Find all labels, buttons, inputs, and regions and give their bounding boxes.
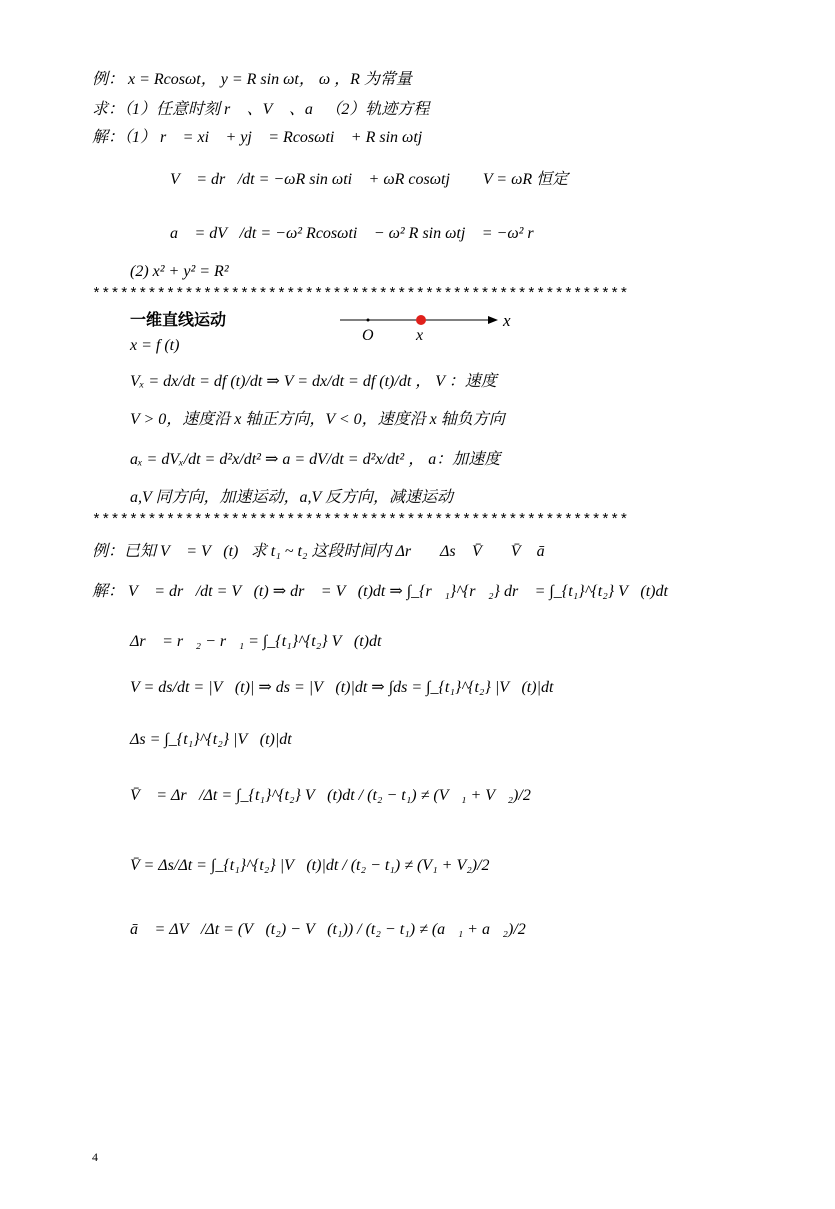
velocity-equation: V⃗ = dr⃗/dt = −ωR sin ωti⃗ + ωR cosωtj⃗ ， V = ωR 恒定 <box>170 171 569 188</box>
axis-arrow-icon <box>488 316 498 324</box>
number-line-diagram <box>338 308 538 348</box>
position-point-icon <box>416 315 426 325</box>
acceleration-definition: aₓ = dVₓ/dt = d²x/dt² ⇒ a = dV/dt = d²x/dt² ， a：加速度 <box>130 451 501 468</box>
average-acceleration-equation: ā⃗ = ΔV⃗/Δt = (V⃗(t₂) − V⃗(t₁)) / (t₂ − t₁) ≠ (a⃗₁ + a⃗₂)/2 <box>130 921 526 938</box>
example-1-line: 例： x = Rcosωt， y = R sin ωt， ω ，R 为常量 <box>92 71 412 88</box>
speed-equation: V = ds/dt = |V⃗(t)| ⇒ ds = |V⃗(t)|dt ⇒ ∫ds = ∫_{t₁}^{t₂} |V⃗(t)|dt <box>130 679 554 696</box>
question-1-line: 求：（1）任意时刻 r⃗ 、V⃗ 、a⃗（2）轨迹方程 <box>92 101 430 118</box>
acceleration-equation: a⃗ = dV⃗/dt = −ω² Rcosωti⃗ − ω² R sin ωtj⃗ = −ω² r⃗ <box>170 225 547 242</box>
origin-tick <box>367 319 370 322</box>
velocity-direction-note: V > 0，速度沿 x 轴正方向，V < 0，速度沿 x 轴负方向 <box>130 411 505 428</box>
velocity-definition: Vₓ = dx/dt = df (t)/dt ⇒ V = dx/dt = df (t)/dt ， V ：速度 <box>130 373 497 390</box>
displacement-equation: Δr⃗ = r⃗₂ − r⃗₁ = ∫_{t₁}^{t₂} V⃗(t)dt <box>130 633 382 650</box>
origin-label: O <box>362 327 374 344</box>
section-title-1d-motion: 一维直线运动 <box>130 310 227 329</box>
path-length-equation: Δs = ∫_{t₁}^{t₂} |V⃗(t)|dt <box>130 731 292 748</box>
divider-2: ********************************************************** <box>92 512 629 529</box>
point-label: x <box>416 327 424 344</box>
example-2-line: 例：已知 V⃗ = V⃗(t)，求 t₁ ~ t₂ 这段时间内 Δr⃗ ，Δs ，V̄⃗ ，V̄ ，ā⃗ <box>92 543 558 560</box>
axis-label: x <box>503 311 511 330</box>
divider-1: ********************************************************** <box>92 286 629 303</box>
page-number: 4 <box>92 1150 98 1164</box>
acceleration-direction-note: a,V 同方向，加速运动，a,V 反方向，减速运动 <box>130 489 453 506</box>
solution-2-line: 解： V⃗ = dr⃗/dt = V⃗(t) ⇒ dr⃗ = V⃗(t)dt ⇒ ∫_{r⃗₁}^{r⃗₂} dr⃗ = ∫_{t₁}^{t₂} V⃗(t)dt ， <box>92 583 685 600</box>
trajectory-equation: (2) x² + y² = R² <box>130 263 229 280</box>
position-function: x = f (t) <box>130 337 180 354</box>
solution-1-line: 解：（1） r⃗ = xi⃗ + yj⃗ = Rcosωti⃗ + R sin ωtj⃗ <box>92 129 435 146</box>
average-velocity-equation: V̄⃗ = Δr⃗/Δt = ∫_{t₁}^{t₂} V⃗(t)dt / (t₂ − t₁) ≠ (V⃗₁ + V⃗₂)/2 <box>130 787 531 804</box>
average-speed-equation: V̄ = Δs/Δt = ∫_{t₁}^{t₂} |V⃗(t)|dt / (t₂ − t₁) ≠ (V₁ + V₂)/2 <box>130 857 490 874</box>
